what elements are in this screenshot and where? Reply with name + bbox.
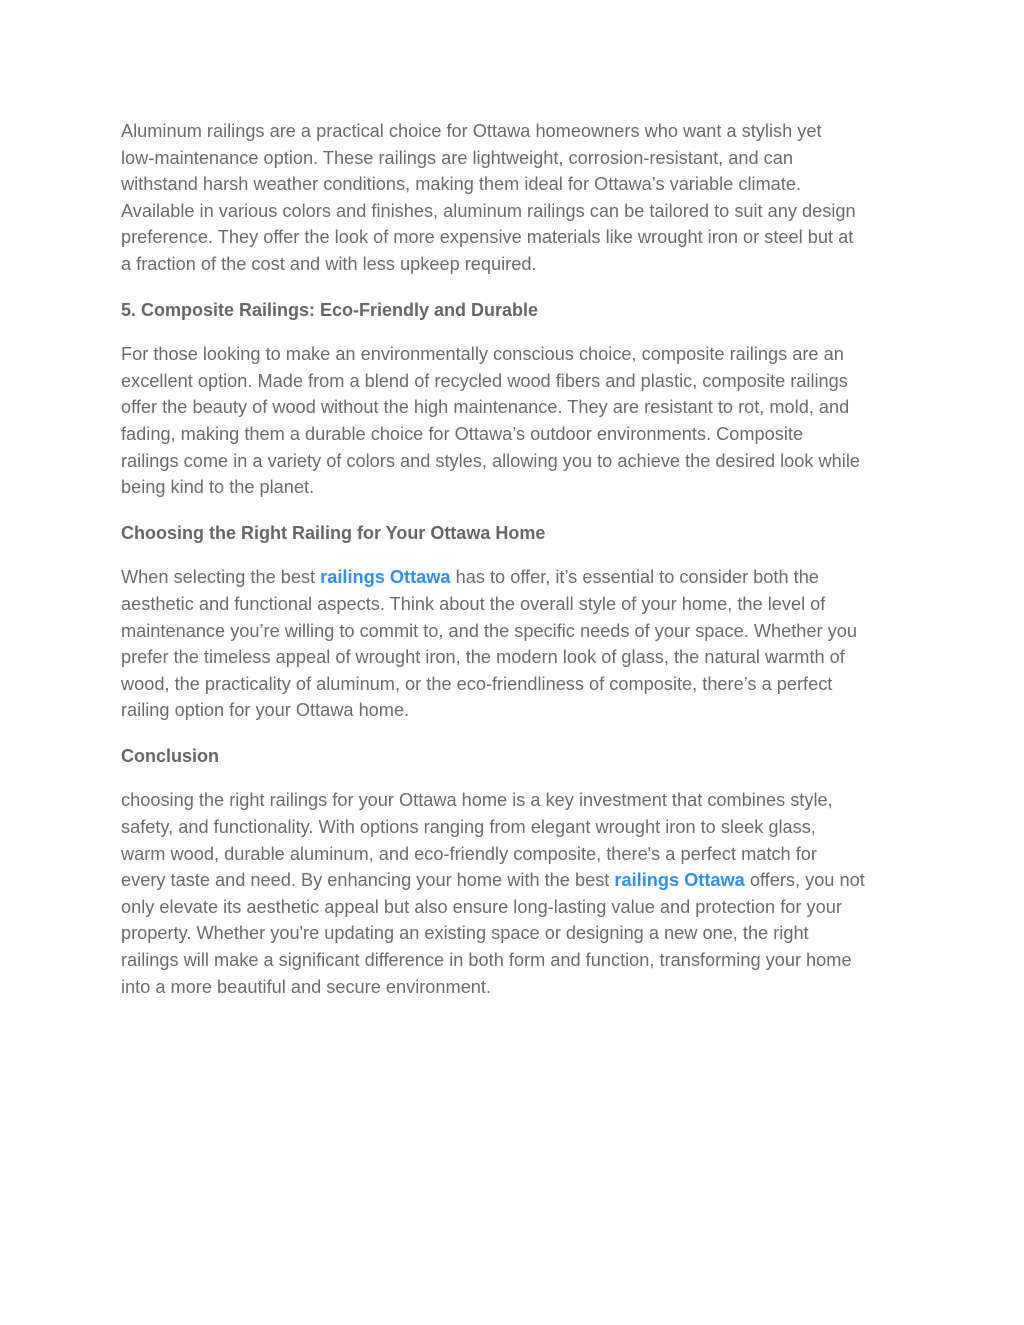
choosing-text-after: has to offer, it’s essential to consider both the aesthetic and functional aspects. Think about the overall style of your home, the level of maintenance you’re willing to commit to, and the specific needs of your space. Whether you prefer the timeless appeal of wrought iron, the modern look of glass, the natural warmth of wood, the practicality of aluminum, or the eco-friendliness of composite, there’s a perfect railing option for your Ottawa home. — [121, 567, 857, 721]
conclusion-text-before: choosing the right railings for your Ottawa home is a key investment that combines style, safety, and functionality. With options ranging from elegant wrought iron to sleek glass, warm wood, durable aluminum, and eco-friendly composite, there's a perfect match for every taste and need. By enhancing your home with the best — [121, 790, 833, 891]
railings-ottawa-link[interactable]: railings Ottawa — [320, 567, 451, 588]
conclusion-paragraph — [121, 787, 911, 1000]
composite-paragraph: For those looking to make an environmentally conscious choice, composite railings are an excellent option. Made from a blend of recycled wood fibers and plastic, composite railings offer the beauty of wood without the high maintenance. They are resistant to rot, mold, and fading, making them a durable choice for Ottawa’s outdoor environments. Composite railings come in a variety of colors and styles, allowing you to achieve the desired look while being kind to the planet. — [121, 344, 860, 498]
conclusion-heading: Conclusion — [121, 745, 219, 766]
choosing-heading: Choosing the Right Railing for Your Ottawa Home — [121, 522, 546, 543]
choosing-text-before: When selecting the best — [121, 567, 321, 588]
choosing-paragraph — [121, 564, 911, 724]
conclusion-text-after: offers, you not only elevate its aesthetic appeal but also ensure long-lasting value and protection for your property. Whether you're updating an existing space or designing a new one, the right railings will make a significant difference in both form and function, transforming your home into a more beautiful and secure environment. — [121, 870, 865, 997]
composite-heading: 5. Composite Railings: Eco-Friendly and Durable — [121, 299, 539, 320]
document-page — [121, 118, 911, 1019]
railings-ottawa-link-conclusion[interactable]: railings Ottawa — [614, 870, 745, 891]
aluminum-paragraph: Aluminum railings are a practical choice for Ottawa homeowners who want a stylish yet low-maintenance option. These railings are lightweight, corrosion-resistant, and can withstand harsh weather conditions, making them ideal for Ottawa’s variable climate. Available in various colors and finishes, aluminum railings can be tailored to suit any design preference. They offer the look of more expensive materials like wrought iron or steel but at a fraction of the cost and with less upkeep required. — [121, 121, 856, 274]
